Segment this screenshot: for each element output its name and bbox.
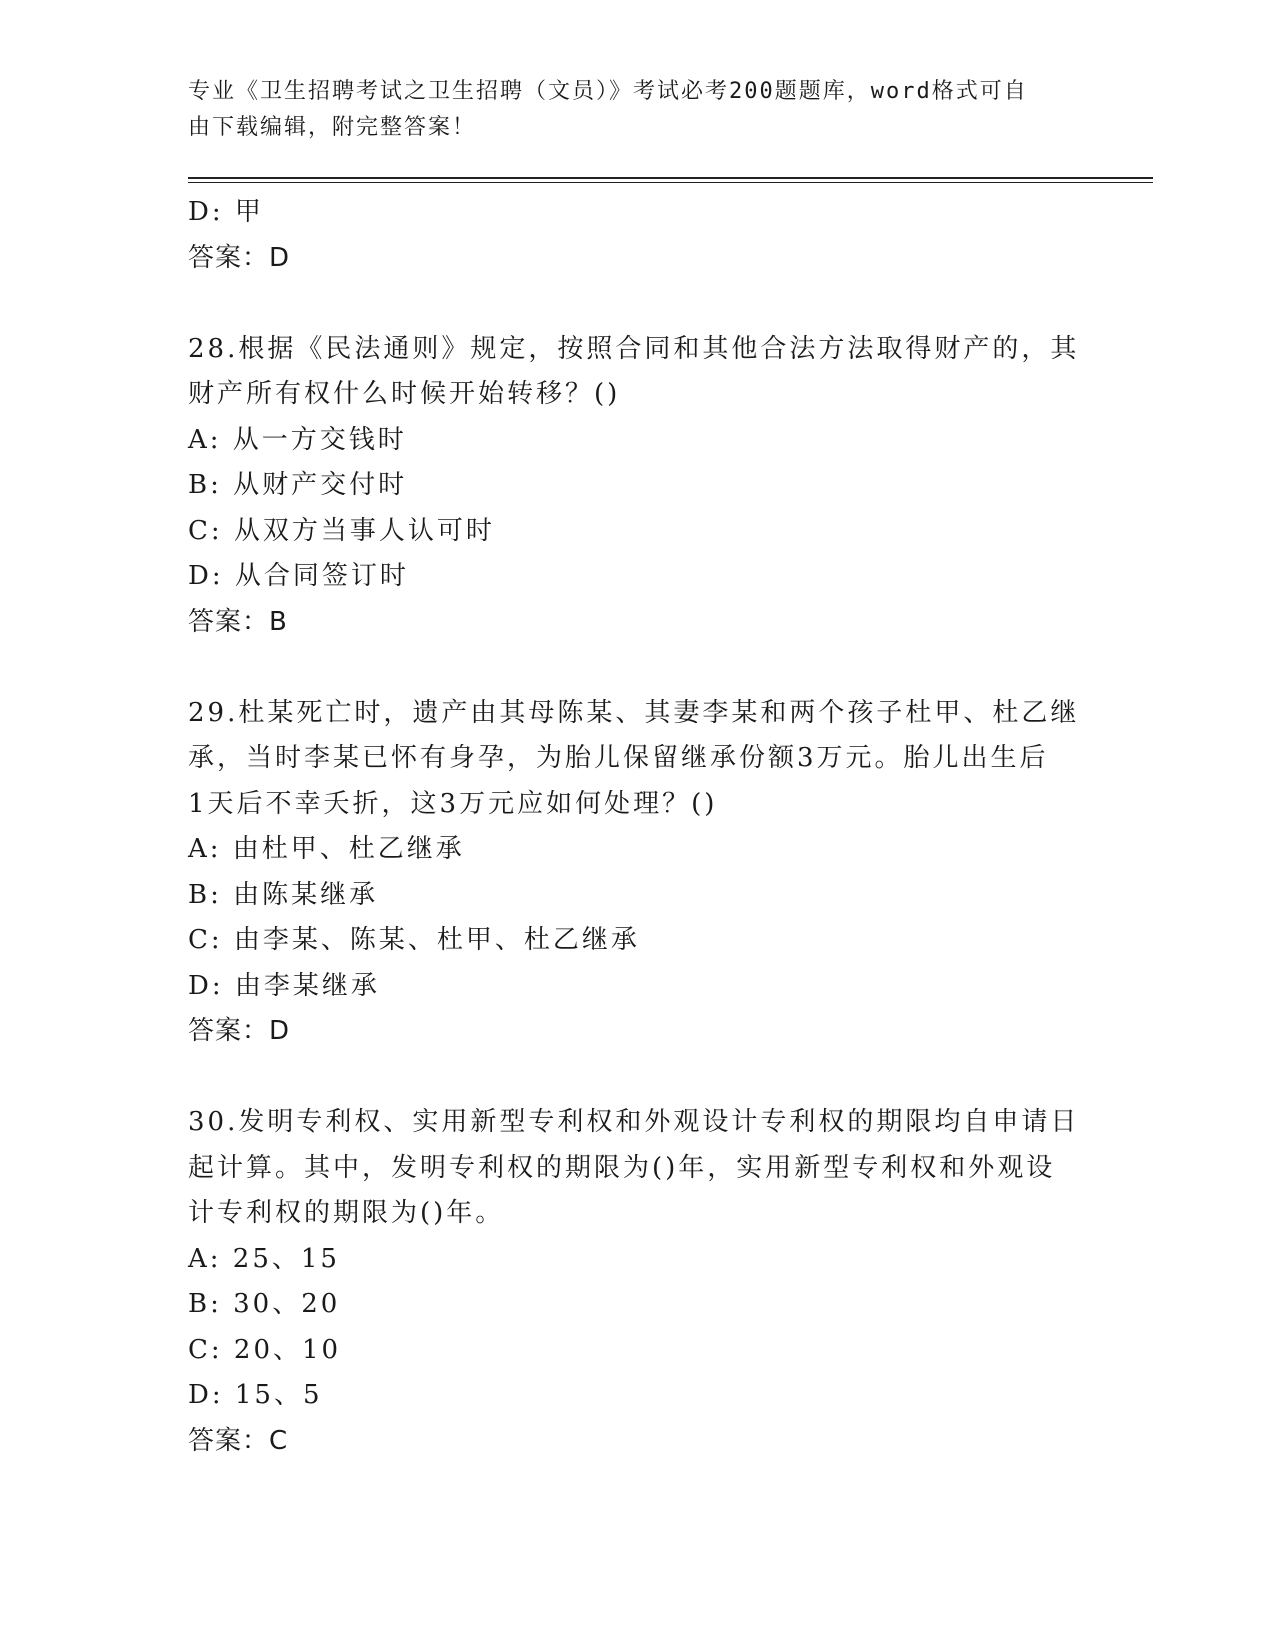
question-29	[188, 691, 1088, 1055]
question-text-line: 起计算。其中，发明专利权的期限为()年，实用新型专利权和外观设	[188, 1152, 1056, 1183]
option-c: C: 从双方当事人认可时	[188, 515, 495, 546]
question-text-line: 计专利权的期限为()年。	[188, 1198, 505, 1228]
header-rule-thick	[188, 177, 1153, 179]
option-d: D: 从合同签订时	[188, 561, 409, 591]
spacer	[188, 645, 1088, 691]
document-header	[188, 74, 1068, 146]
option-c: C: 由李某、陈某、杜甲、杜乙继承	[188, 925, 640, 955]
option-b: B: 从财产交付时	[188, 470, 408, 500]
option-a: A: 25、15	[188, 1243, 340, 1274]
question-28	[188, 327, 1088, 646]
answer: 答案：D	[188, 242, 291, 273]
document-body	[188, 190, 1088, 1464]
header-rule-thin	[188, 182, 1153, 183]
answer: 答案：C	[188, 1425, 289, 1456]
spacer	[188, 1055, 1088, 1101]
option-b: B: 30、20	[188, 1289, 341, 1319]
question-30	[188, 1100, 1088, 1464]
question-text-line: 29.杜某死亡时，遗产由其母陈某、其妻李某和两个孩子杜甲、杜乙继	[188, 697, 1080, 728]
question-text-line: 财产所有权什么时候开始转移？()	[188, 379, 621, 409]
question-text-line: 30.发明专利权、实用新型专利权和外观设计专利权的期限均自申请日	[188, 1107, 1080, 1137]
header-line-2: 由下载编辑，附完整答案！	[188, 115, 477, 140]
option-d: D: 甲	[188, 197, 264, 227]
header-line-1: 专业《卫生招聘考试之卫生招聘（文员）》考试必考200题题库，word格式可自	[188, 79, 1028, 104]
option-b: B: 由陈某继承	[188, 879, 379, 910]
answer: 答案：D	[188, 1016, 291, 1046]
spacer	[188, 281, 1088, 327]
option-a: A: 从一方交钱时	[188, 424, 407, 455]
option-c: C: 20、10	[188, 1334, 342, 1365]
option-d: D: 由李某继承	[188, 970, 380, 1001]
question-text-line: 承，当时李某已怀有身孕，为胎儿保留继承份额3万元。胎儿出生后	[188, 743, 1049, 773]
answer: 答案：B	[188, 606, 288, 637]
question-text-line: 28.根据《民法通则》规定，按照合同和其他合法方法取得财产的，其	[188, 333, 1080, 364]
option-d: D: 15、5	[188, 1380, 323, 1410]
option-a: A: 由杜甲、杜乙继承	[188, 834, 465, 864]
question-text-line: 1天后不幸夭折，这3万元应如何处理？()	[188, 788, 718, 819]
